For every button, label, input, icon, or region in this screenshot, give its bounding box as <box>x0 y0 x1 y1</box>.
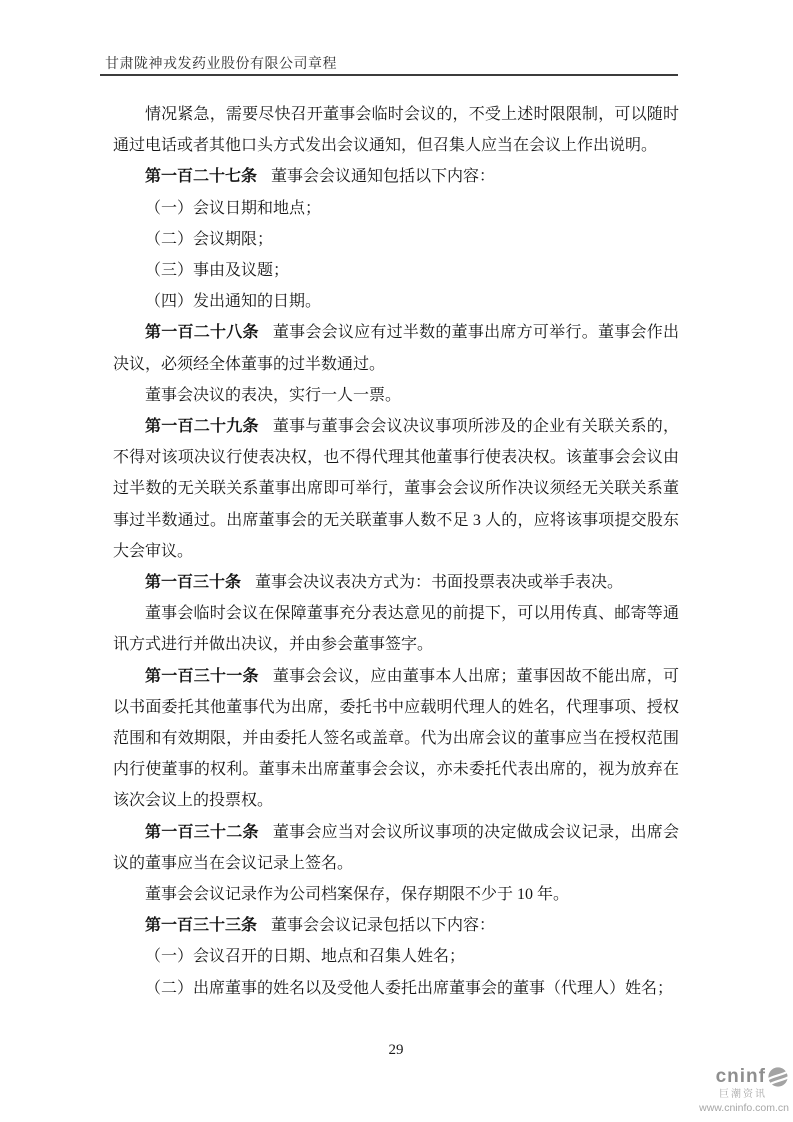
paragraph <box>113 941 679 972</box>
paragraph-text: 董事会临时会议在保障董事充分表达意见的前提下，可以用传真、邮寄等通讯方式进行并做出决议，并由参会董事签字。 <box>113 605 679 654</box>
article-number: 第一百二十九条 <box>145 418 259 436</box>
cninfo-logo-row <box>699 1066 789 1088</box>
cninfo-swirl-icon <box>767 1066 789 1088</box>
paragraph-text: 董事会决议的表决，实行一人一票。 <box>145 386 402 404</box>
paragraph-text: （二）会议期限； <box>145 230 274 248</box>
paragraph <box>113 317 679 379</box>
article-number: 第一百三十一条 <box>145 667 259 685</box>
paragraph-text: （二）出席董事的姓名以及受他人委托出席董事会的董事（代理人）姓名； <box>145 979 674 997</box>
paragraph <box>113 411 679 567</box>
paragraph <box>113 567 679 598</box>
paragraph-text: 董事会会议应有过半数的董事出席方可举行。董事会作出决议，必须经全体董事的过半数通过。 <box>113 324 679 373</box>
paragraph-text: 董事与董事会会议决议事项所涉及的企业有关联关系的，不得对该项决议行使表决权，也不得代理其他董事行使表决权。该董事会会议由过半数的无关联关系董事出席即可举行，董事会会议所作决议须经无关联关系董事过半数通过。出席董事会的无关联董事人数不足 3 人的，应将该事项提交股东大会审议。 <box>113 418 679 560</box>
paragraph-text: （三）事由及议题； <box>145 262 290 280</box>
paragraph-text: （四）发出通知的日期。 <box>145 293 322 311</box>
paragraph <box>113 161 679 192</box>
paragraph <box>113 973 679 1004</box>
cninfo-brand-text: cninf <box>715 1066 766 1088</box>
cninfo-url: www.cninfo.com.cn <box>699 1101 789 1114</box>
paragraph <box>113 380 679 411</box>
cninfo-logo <box>699 1066 789 1114</box>
paragraph <box>113 193 679 224</box>
paragraph <box>113 598 679 660</box>
paragraph-text: （一）会议召开的日期、地点和召集人姓名； <box>145 948 466 966</box>
article-number: 第一百三十条 <box>145 574 242 592</box>
paragraph <box>113 286 679 317</box>
paragraph <box>113 661 679 817</box>
article-number: 第一百三十三条 <box>145 917 258 935</box>
paragraph-text: 董事会应当对会议所议事项的决定做成会议记录，出席会议的董事应当在会议记录上签名。 <box>113 823 679 872</box>
paragraph <box>113 910 679 941</box>
paragraph <box>113 255 679 286</box>
cninfo-chinese-name: 巨潮资讯 <box>719 1089 767 1100</box>
page-number: 29 <box>388 1042 404 1058</box>
paragraph-text: 董事会会议记录包括以下内容： <box>271 917 496 935</box>
article-number: 第一百二十八条 <box>145 324 259 342</box>
paragraph-text: （一）会议日期和地点； <box>145 199 322 217</box>
paragraph <box>113 817 679 879</box>
document-body <box>113 99 679 1004</box>
paragraph-text: 董事会会议，应由董事本人出席；董事因故不能出席，可以书面委托其他董事代为出席，委托书中应载明代理人的姓名，代理事项、授权范围和有效期限，并由委托人签名或盖章。代为出席会议的董事应当在授权范围内行使董事的权利。董事未出席董事会会议，亦未委托代表出席的，视为放弃在该次会议上的投票权。 <box>113 667 679 810</box>
header-divider <box>100 74 678 76</box>
paragraph-text: 董事会决议表决方式为：书面投票表决或举手表决。 <box>255 574 624 592</box>
paragraph-text: 董事会会议通知包括以下内容： <box>271 168 496 186</box>
paragraph <box>113 99 679 161</box>
paragraph <box>113 879 679 910</box>
document-header-title: 甘肃陇神戎发药业股份有限公司章程 <box>105 57 337 72</box>
paragraph-text: 董事会会议记录作为公司档案保存，保存期限不少于 10 年。 <box>145 886 570 904</box>
article-number: 第一百三十二条 <box>145 823 259 841</box>
paragraph <box>113 224 679 255</box>
paragraph-text: 情况紧急，需要尽快召开董事会临时会议的，不受上述时限限制，可以随时通过电话或者其他口头方式发出会议通知，但召集人应当在会议上作出说明。 <box>113 106 679 155</box>
article-number: 第一百二十七条 <box>145 168 258 186</box>
